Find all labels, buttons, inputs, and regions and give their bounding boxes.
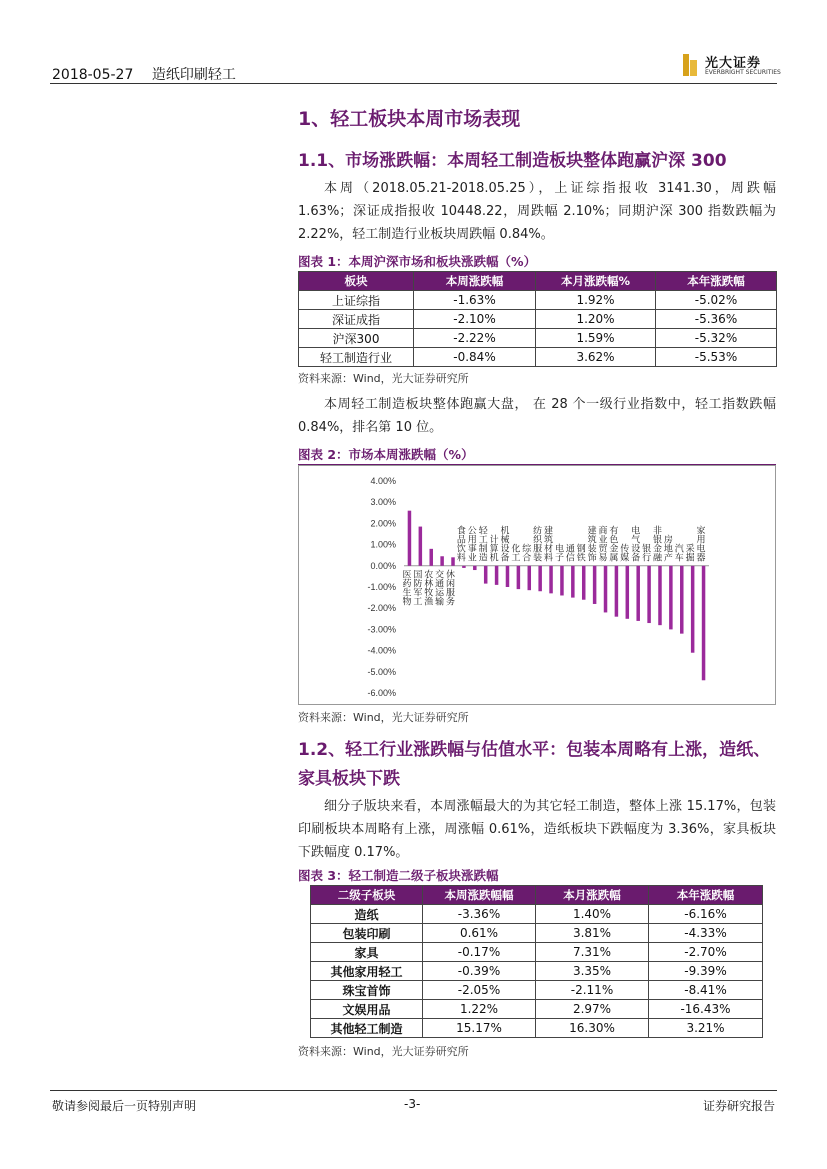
value-cell: -0.84% (414, 348, 536, 367)
category-label: 建筑材料 (542, 525, 553, 562)
value-cell: 1.40% (536, 905, 649, 924)
table-row (311, 1019, 763, 1038)
bar (473, 566, 477, 570)
row-label-cell: 珠宝首饰 (311, 981, 423, 1000)
category-label: 建筑装饰 (585, 525, 596, 562)
table-row (299, 310, 777, 329)
value-cell: -5.36% (656, 310, 777, 329)
bar (658, 566, 662, 625)
table-row (299, 348, 777, 367)
bar (702, 566, 706, 680)
logo-mark-icon (683, 54, 697, 76)
column-header: 本年涨跌幅 (656, 272, 777, 291)
bar (419, 527, 423, 566)
row-label-cell: 轻工制造行业 (299, 348, 414, 367)
y-tick-label: -5.00% (367, 666, 396, 677)
value-cell: -2.11% (536, 981, 649, 1000)
category-label: 家用电器 (694, 525, 705, 562)
column-header: 本月涨跌幅% (536, 272, 656, 291)
value-cell: -2.10% (414, 310, 536, 329)
table-3 (310, 885, 763, 1038)
row-label-cell: 深证成指 (299, 310, 414, 329)
bar (538, 566, 542, 591)
category-label: 非银金融 (650, 525, 661, 562)
table-row (311, 905, 763, 924)
table-3-header-row (311, 886, 763, 905)
bar (626, 566, 630, 619)
value-cell: 1.22% (423, 1000, 536, 1019)
category-label: 房地产 (661, 534, 672, 562)
footer-divider (50, 1090, 777, 1091)
company-logo (683, 52, 783, 82)
table-row (299, 329, 777, 348)
bar (440, 556, 444, 566)
table-row (311, 1000, 763, 1019)
bar (560, 566, 564, 596)
column-header: 二级子板块 (311, 886, 423, 905)
value-cell: -5.53% (656, 348, 777, 367)
value-cell: -2.05% (423, 981, 536, 1000)
table-1 (298, 271, 777, 367)
category-label: 通信 (563, 543, 574, 562)
value-cell: 1.92% (536, 291, 656, 310)
y-tick-label: 0.00% (370, 560, 396, 571)
footer-report-type: 证券研究报告 (703, 1099, 776, 1113)
category-label: 商业贸易 (596, 525, 607, 562)
value-cell: -8.41% (649, 981, 763, 1000)
column-header: 本周涨跌幅幅 (423, 886, 536, 905)
row-label-cell: 沪深300 (299, 329, 414, 348)
category-label: 交通运输 (433, 569, 444, 606)
value-cell: -1.63% (414, 291, 536, 310)
bar (528, 566, 532, 590)
value-cell: -5.02% (656, 291, 777, 310)
table-row (299, 291, 777, 310)
logo-text-cn: 光大证券 (705, 56, 762, 71)
row-label-cell: 文娱用品 (311, 1000, 423, 1019)
bar (571, 566, 575, 598)
table-1-source: 资料来源：Wind，光大证券研究所 (298, 372, 469, 385)
bar-chart (299, 466, 775, 704)
report-date: 2018-05-27 (52, 67, 134, 83)
bar (582, 566, 586, 600)
section-1-1-paragraph: 本周（2018.05.21-2018.05.25），上证综指报收 3141.30，周跌幅 1.63%；深证成指报收 10448.22，周跌幅 2.10%；同期沪深 300 指数跌幅为 2.22%，轻工制造行业板块周跌幅 0.84%。 (298, 181, 776, 242)
value-cell: 1.20% (536, 310, 656, 329)
bar (408, 511, 412, 566)
category-label: 休闲服务 (444, 569, 455, 606)
row-label-cell: 包装印刷 (311, 924, 423, 943)
category-label: 食品饮料 (454, 525, 465, 562)
section-1-title: 1、轻工板块本周市场表现 (298, 108, 521, 130)
page-number: -3- (404, 1097, 421, 1111)
category-label: 电气设备 (629, 525, 640, 562)
bar (462, 566, 466, 568)
value-cell: -16.43% (649, 1000, 763, 1019)
table-row (311, 924, 763, 943)
value-cell: -4.33% (649, 924, 763, 943)
value-cell: 3.21% (649, 1019, 763, 1038)
report-sector: 造纸印刷轻工 (151, 67, 236, 83)
figure-2-frame (298, 465, 776, 705)
category-label: 纺织服装 (531, 525, 542, 562)
y-tick-label: -4.00% (367, 645, 396, 656)
bar (517, 566, 521, 589)
bar (669, 566, 673, 630)
value-cell: 7.31% (536, 943, 649, 962)
table-row (311, 981, 763, 1000)
category-label: 采掘 (683, 543, 694, 562)
y-tick-label: -1.00% (367, 582, 396, 592)
column-header: 板块 (299, 272, 414, 291)
bar (680, 566, 684, 634)
bar (495, 566, 499, 585)
column-header: 本年涨跌幅 (649, 886, 763, 905)
bar (647, 566, 651, 623)
header-divider (50, 83, 777, 84)
table-row (311, 943, 763, 962)
category-label: 农林牧渔 (422, 569, 433, 606)
bar (636, 566, 640, 621)
category-label: 轻工制造 (476, 525, 487, 562)
column-header: 本月涨跌幅 (536, 886, 649, 905)
bar (593, 566, 597, 604)
y-tick-label: 4.00% (370, 476, 396, 486)
column-header: 本周涨跌幅 (414, 272, 536, 291)
y-tick-label: 3.00% (370, 497, 396, 508)
bar (484, 566, 488, 584)
category-label: 机械设备 (498, 525, 509, 562)
table-1-title: 图表 1：本周沪深市场和板块涨跌幅（%） (298, 254, 537, 269)
bar (604, 566, 608, 613)
bar (549, 566, 553, 594)
category-label: 传媒 (618, 543, 629, 562)
value-cell: -9.39% (649, 962, 763, 981)
value-cell: -2.22% (414, 329, 536, 348)
bar (615, 566, 619, 617)
table-1-header-row (299, 272, 777, 291)
category-label: 电子 (552, 543, 563, 562)
bar (429, 549, 433, 566)
figure-2-title: 图表 2：市场本周涨跌幅（%） (298, 447, 474, 462)
category-label: 钢铁 (574, 543, 585, 562)
value-cell: 3.81% (536, 924, 649, 943)
row-label-cell: 其他家用轻工 (311, 962, 423, 981)
section-1-2-paragraph: 细分子版块来看，本周涨幅最大的为其它轻工制造，整体上涨 15.17%，包装印刷板块本周略有上涨，周涨幅 0.61%，造纸板块下跌幅度为 3.36%，家具板块下跌幅度 0.17%。 (298, 799, 776, 860)
y-tick-label: -3.00% (367, 624, 396, 635)
section-1-1-title: 1.1、市场涨跌幅：本周轻工制造板块整体跑赢沪深 300 (298, 151, 727, 171)
table-3-title: 图表 3：轻工制造二级子板块涨跌幅 (298, 868, 499, 883)
category-label: 汽车 (672, 543, 683, 562)
category-label: 综合 (520, 543, 531, 562)
row-label-cell: 家具 (311, 943, 423, 962)
category-label: 国防军工 (411, 569, 422, 606)
category-label: 计算机 (487, 534, 498, 562)
category-label: 银行 (640, 543, 651, 562)
value-cell: -0.17% (423, 943, 536, 962)
y-tick-label: -6.00% (367, 688, 396, 698)
row-label-cell: 其他轻工制造 (311, 1019, 423, 1038)
value-cell: -6.16% (649, 905, 763, 924)
bar (506, 566, 510, 587)
table-3-source: 资料来源：Wind，光大证券研究所 (298, 1045, 469, 1058)
value-cell: -5.32% (656, 329, 777, 348)
report-header (52, 64, 250, 84)
row-label-cell: 造纸 (311, 905, 423, 924)
y-tick-label: 2.00% (370, 518, 396, 529)
category-label: 有色金属 (607, 525, 618, 562)
y-tick-label: -2.00% (367, 603, 396, 614)
y-tick-label: 1.00% (370, 539, 396, 550)
value-cell: 3.35% (536, 962, 649, 981)
section-1-2-title: 1.2、轻工行业涨跌幅与估值水平：包装本周略有上涨，造纸、家具板块下跌 (298, 740, 771, 789)
footer-disclaimer: 敬请参阅最后一页特别声明 (52, 1099, 197, 1113)
value-cell: 0.61% (423, 924, 536, 943)
value-cell: 2.97% (536, 1000, 649, 1019)
value-cell: -2.70% (649, 943, 763, 962)
table-row (311, 962, 763, 981)
category-label: 公用事业 (465, 525, 476, 562)
value-cell: 1.59% (536, 329, 656, 348)
category-label: 化工 (509, 543, 520, 562)
value-cell: 15.17% (423, 1019, 536, 1038)
value-cell: 3.62% (536, 348, 656, 367)
logo-text-en: EVERBRIGHT SECURITIES (705, 69, 781, 76)
value-cell: -0.39% (423, 962, 536, 981)
category-label: 医药生物 (400, 569, 411, 606)
value-cell: -3.36% (423, 905, 536, 924)
row-label-cell: 上证综指 (299, 291, 414, 310)
value-cell: 16.30% (536, 1019, 649, 1038)
ranking-paragraph: 本周轻工制造板块整体跑赢大盘， 在 28 个一级行业指数中，轻工指数跌幅 0.84%，排名第 10 位。 (298, 397, 776, 435)
figure-2-source: 资料来源：Wind，光大证券研究所 (298, 711, 469, 724)
bar (691, 566, 695, 653)
